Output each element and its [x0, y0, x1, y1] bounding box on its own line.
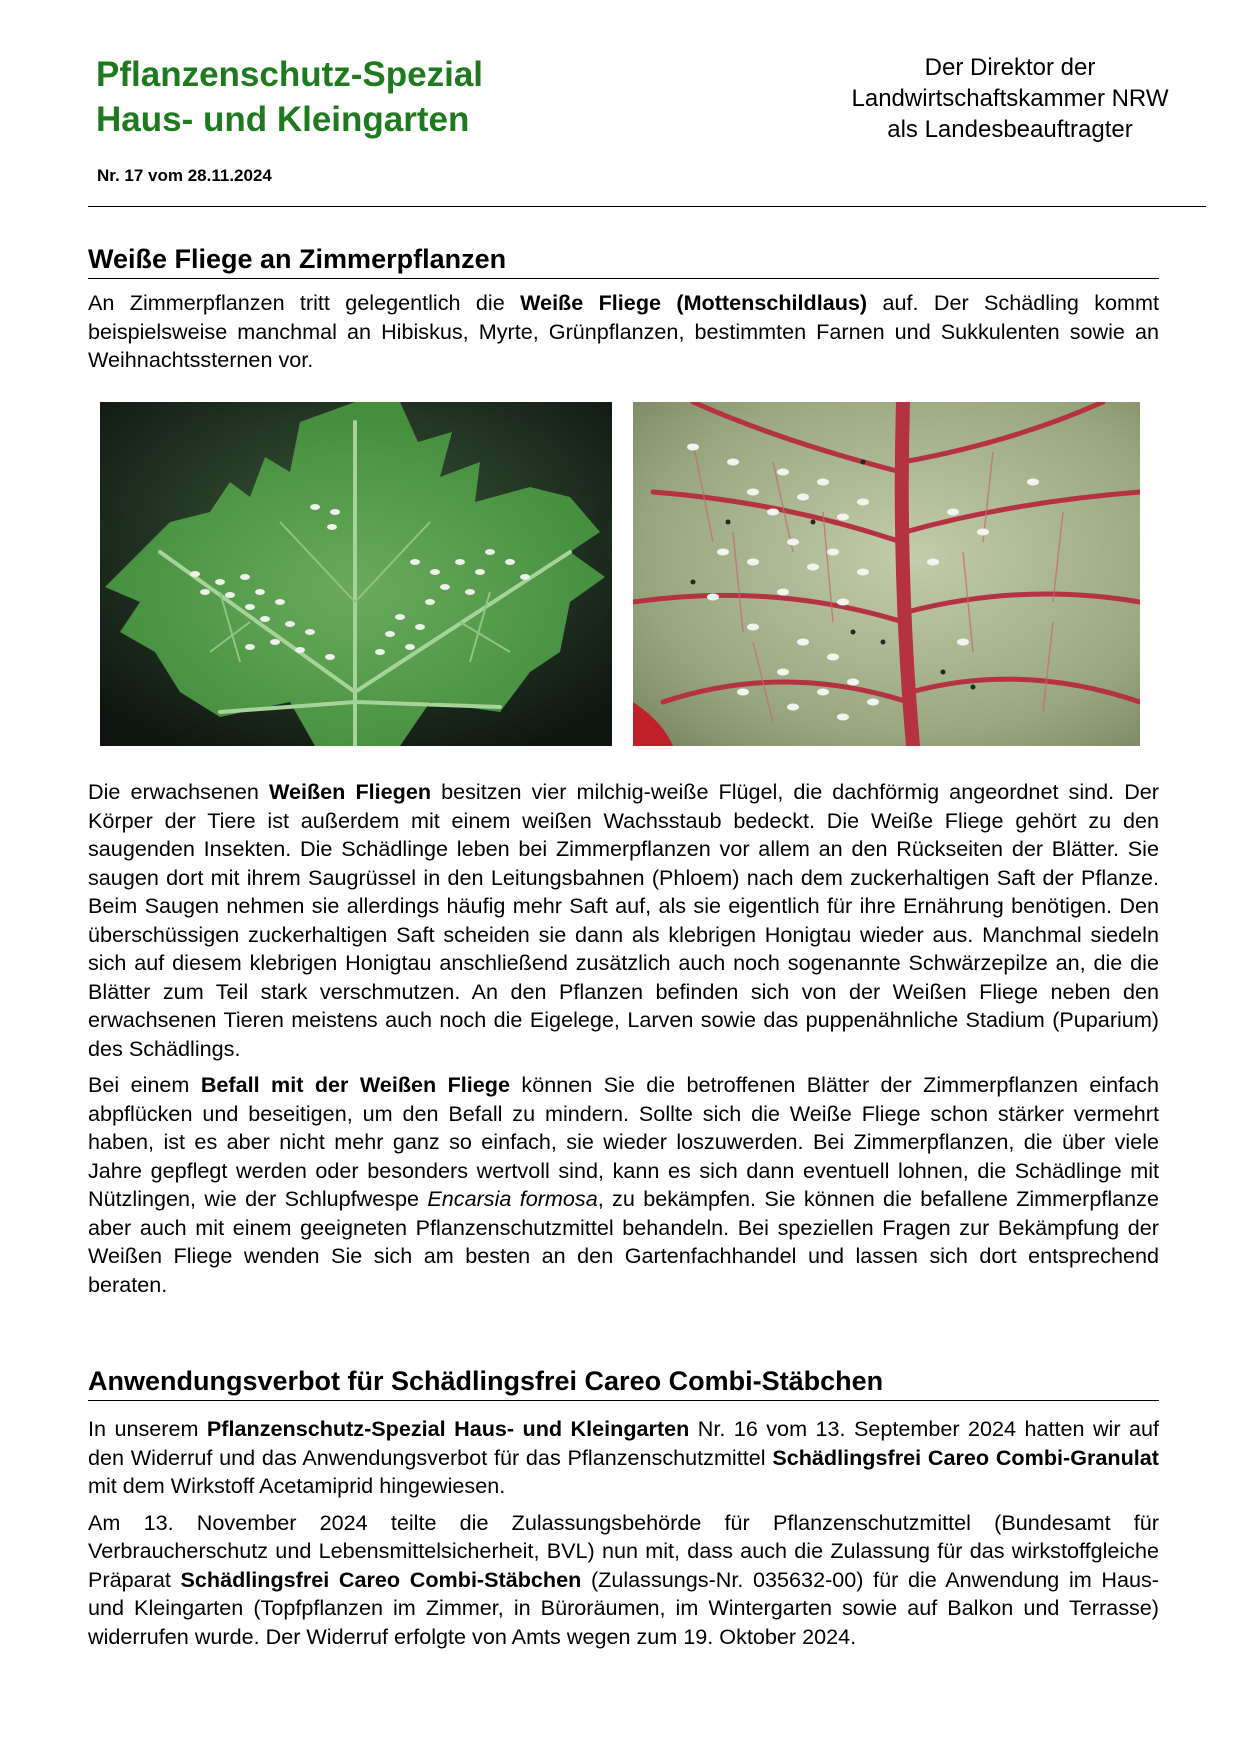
bold-run: Weiße Fliege (Mottenschildlaus) — [520, 290, 868, 315]
bold-run: Weißen Fliegen — [268, 779, 432, 804]
title-line-2: Haus- und Kleingarten — [96, 100, 470, 139]
italic-run: Encarsia formosa — [427, 1186, 598, 1211]
green-leaf-illustration — [100, 402, 612, 746]
paragraph-control — [88, 1071, 1159, 1299]
text-run: mit dem Wirkstoff Acetamiprid hingewiesen. — [88, 1473, 506, 1498]
text-run: , zu bekämpfen. Sie können die befallene Zimmerpflanze aber auch mit einem geeigneten Pflanzenschutzmittel behandeln. Bei speziellen Fragen zur Bekämpfung der Weißen Fliege wenden Sie sich am besten an den Gartenfachhandel und lassen sich dort entsprechend beraten. — [88, 1186, 1159, 1297]
text-run: besitzen vier milchig-weiße Flügel, die dachförmig angeordnet sind. Der Körper der Tiere ist außerdem mit einem weißen Wachsstaub bedeckt. Die Weiße Fliege gehört zu den saugenden Insekten. Die Schädlinge leben bei Zimmerpflanzen vor allem an den Rückseiten der Blätter. Sie saugen dort mit ihrem Saugrüssel in den Leitungsbahnen (Phloem) nach dem zuckerhaltigen Saft der Pflanze. Beim Saugen nehmen sie allerdings häufig mehr Saft auf, als sie eigentlich für ihre Ernährung benötigen. Den überschüssigen zuckerhaltigen Saft scheiden sie dann als klebrigen Honigtau wieder aus. Manchmal siedeln sich auf diesem klebrigen Honigtau anschließend zusätzlich auch noch sogenannte Schwärzepilze an, die die Blätter zum Teil stark verschmutzen. An den Pflanzen befinden sich von der Weißen Fliege neben den erwachsenen Tieren meistens auch noch die Eigelege, Larven sowie das puppenähnliche Stadium (Puparium) des Schädlings. — [88, 779, 1159, 1061]
paragraph-reference — [88, 1415, 1159, 1501]
bold-run: Schädlingsfrei Careo Combi-Stäbchen — [180, 1566, 582, 1592]
bold-run: Pflanzenschutz-Spezial Haus- und Kleingarten — [206, 1416, 690, 1441]
document-title — [96, 52, 483, 142]
text-run: Nr. 16 vom 13. September 2024 hatten wir auf den Widerruf und das Anwendungsverbot für das Pflanzenschutzmittel — [88, 1416, 1159, 1470]
bold-run: Schädlingsfrei Careo Combi-Granulat — [772, 1444, 1159, 1470]
text-run: Bei einem — [88, 1072, 201, 1097]
issue-number: Nr. 17 vom 28.11.2024 — [97, 166, 272, 185]
bold-run: Befall mit der Weißen Fliege — [200, 1072, 511, 1097]
section-application-ban — [88, 1364, 1159, 1651]
text-run: (Zulassungs-Nr. 035632-00) für die Anwendung im Haus- und Kleingarten (Topfpflanzen im Zimmer, in Büroräumen, im Wintergarten sowie auf Balkon und Terrasse) widerrufen wurde. Der Widerruf erfolgte von Amts wegen zum 19. Oktober 2024. — [88, 1566, 1159, 1649]
issuer-line-2: Landwirtschaftskammer NRW — [851, 85, 1169, 112]
text-run: Am 13. November 2024 teilte die Zulassungsbehörde für Pflanzenschutzmittel (Bundesamt für Verbraucherschutz und Lebensmittelsicherheit, BVL) nun mit, dass auch die Zulassung für das wirkstoffgleiche Präparat — [88, 1509, 1159, 1592]
text-run: können Sie die betroffenen Blätter der Zimmerpflanzen einfach abpflücken und beseitigen, um den Befall zu mindern. Sollte sich die Weiße Fliege schon stärker vermehrt haben, ist es aber nicht mehr ganz so einfach, sie wieder loszuwerden. Bei Zimmerpflanzen, die über viele Jahre gepflegt werden oder besonders wertvoll sind, kann es sich dann eventuell lohnen, die Schädlinge mit Nützlingen, wie der Schlupfwespe — [88, 1072, 1159, 1211]
paragraph-description — [88, 778, 1159, 1063]
issuer-line-3: als Landesbeauftragter — [887, 116, 1133, 143]
issuer-line-1: Der Direktor der — [924, 54, 1096, 81]
intro-paragraph — [88, 289, 1159, 375]
section-heading: Weiße Fliege an Zimmerpflanzen — [88, 242, 1159, 279]
text-run: In unserem — [88, 1416, 207, 1441]
section-whitefly — [88, 242, 1159, 375]
text-run: auf. Der Schädling kommt beispielsweise manchmal an Hibiskus, Myrte, Grünpflanzen, bestimmten Farnen und Sukkulenten sowie an Weihnachtssternen vor. — [88, 290, 1159, 372]
issuer-block — [820, 52, 1200, 145]
section-whitefly-body — [88, 778, 1159, 1299]
paragraph-revocation — [88, 1509, 1159, 1652]
leaf-photo-green — [100, 402, 612, 746]
text-run: Die erwachsenen — [88, 779, 269, 804]
header-divider — [88, 206, 1206, 207]
text-run: An Zimmerpflanzen tritt gelegentlich die — [88, 290, 521, 315]
red-vein-leaf-illustration — [633, 402, 1140, 746]
section-heading: Anwendungsverbot für Schädlingsfrei Careo Combi-Stäbchen — [88, 1364, 1159, 1401]
title-line-1: Pflanzenschutz-Spezial — [96, 55, 484, 94]
leaf-photo-red-veins — [633, 402, 1140, 746]
